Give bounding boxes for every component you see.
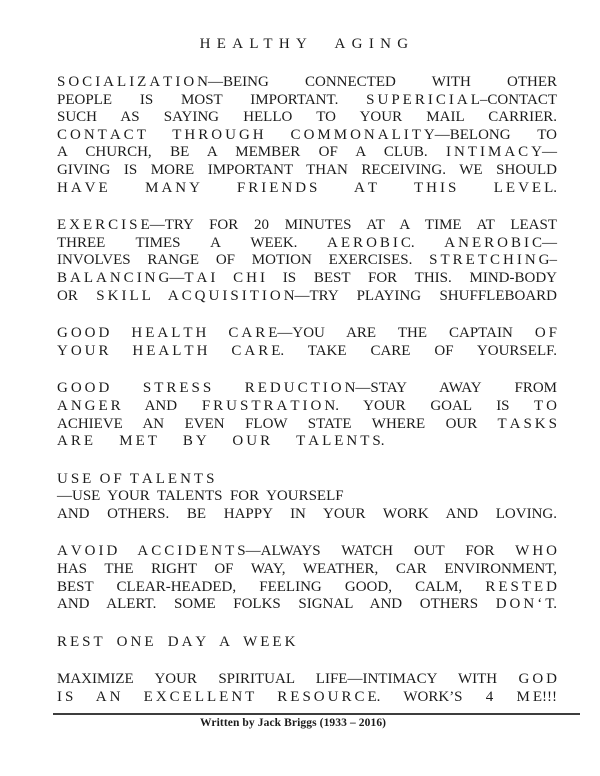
paragraph [57,634,557,652]
text-line: I S A N E X C E L L E N T R E S O U R C E. WORK’S 4 M E!!! [57,689,557,706]
text-line: MAXIMIZE YOUR SPIRITUAL LIFE—INTIMACY WITH G O D [57,671,557,688]
text-line: HAS THE RIGHT OF WAY, WEATHER, CAR ENVIRONMENT, [57,561,557,578]
text-line: G O O D S T R E S S R E D U C T I O N—STAY AWAY FROM [57,380,557,397]
text-line: BEST CLEAR-HEADED, FEELING GOOD, CALM, R E S T E D [57,578,557,595]
text-line: SUCH AS SAYING HELLO TO YOUR MAIL CARRIER. [57,109,557,126]
text-line: AND OTHERS. BE HAPPY IN YOUR WORK AND LOVING. [57,505,557,522]
paragraph [57,671,557,706]
text-line: OR S K I L L A C Q U I S I T I O N—TRY PLAYING SHUFFLEBOARD [57,287,557,304]
paragraph [57,325,557,360]
text-line: G O O D H E A L T H C A R E—YOU ARE THE CAPTAIN O F [57,325,557,342]
text-line: A V O I D A C C I D E N T S—ALWAYS WATCH OUT FOR W H O [57,543,557,560]
text-line: R E S T O N E D A Y A W E E K [57,633,296,650]
text-line: GIVING IS MORE IMPORTANT THAN RECEIVING. WE SHOULD [57,161,557,178]
paragraph [57,471,557,524]
text-line: B A L A N C I N G—T A I C H I IS BEST FOR THIS. MIND-BODY [57,269,557,286]
text-line: Y O U R H E A L T H C A R E. TAKE CARE OF YOURSELF. [57,342,557,359]
text-line: AND ALERT. SOME FOLKS SIGNAL AND OTHERS D O N ‘ T. [57,596,557,613]
paragraph [57,217,557,305]
text-line: ACHIEVE AN EVEN FLOW STATE WHERE OUR T A S K S [57,415,557,432]
text-line: C O N T A C T T H R O U G H C O M M O N A L I T Y—BELONG TO [57,126,557,143]
text-line: A CHURCH, BE A MEMBER OF A CLUB. I N T I M A C Y— [57,144,557,161]
document-body [57,74,557,707]
text-line: A N G E R AND F R U S T R A T I O N. YOUR GOAL IS T O [57,397,557,414]
paragraph [57,543,557,613]
text-line: H A V E M A N Y F R I E N D S A T T H I S L E V E L. [57,179,557,196]
page-title: HEALTHY AGING [199,36,415,52]
text-line: —USE YOUR TALENTS FOR YOURSELF [57,488,344,505]
text-line: INVOLVES RANGE OF MOTION EXERCISES. S T R E T C H I N G– [57,252,557,269]
text-line: PEOPLE IS MOST IMPORTANT. S U P E R I C I A L–CONTACT [57,91,557,108]
footer [53,713,580,729]
footer-credit: Written by Jack Briggs (1933 – 2016) [200,716,387,729]
text-line: THREE TIMES A WEEK. A E R O B I C. A N E R O B I C— [57,234,557,251]
text-line: A R E M E T B Y O U R T A L E N T S. [57,433,385,450]
text-line: U S E O F T A L E N T S [57,470,215,487]
paragraph [57,380,557,450]
text-line: E X E R C I S E—TRY FOR 20 MINUTES AT A TIME AT LEAST [57,217,557,234]
paragraph [57,74,557,197]
text-line: S O C I A L I Z A T I O N—BEING CONNECTED WITH OTHER [57,74,557,90]
